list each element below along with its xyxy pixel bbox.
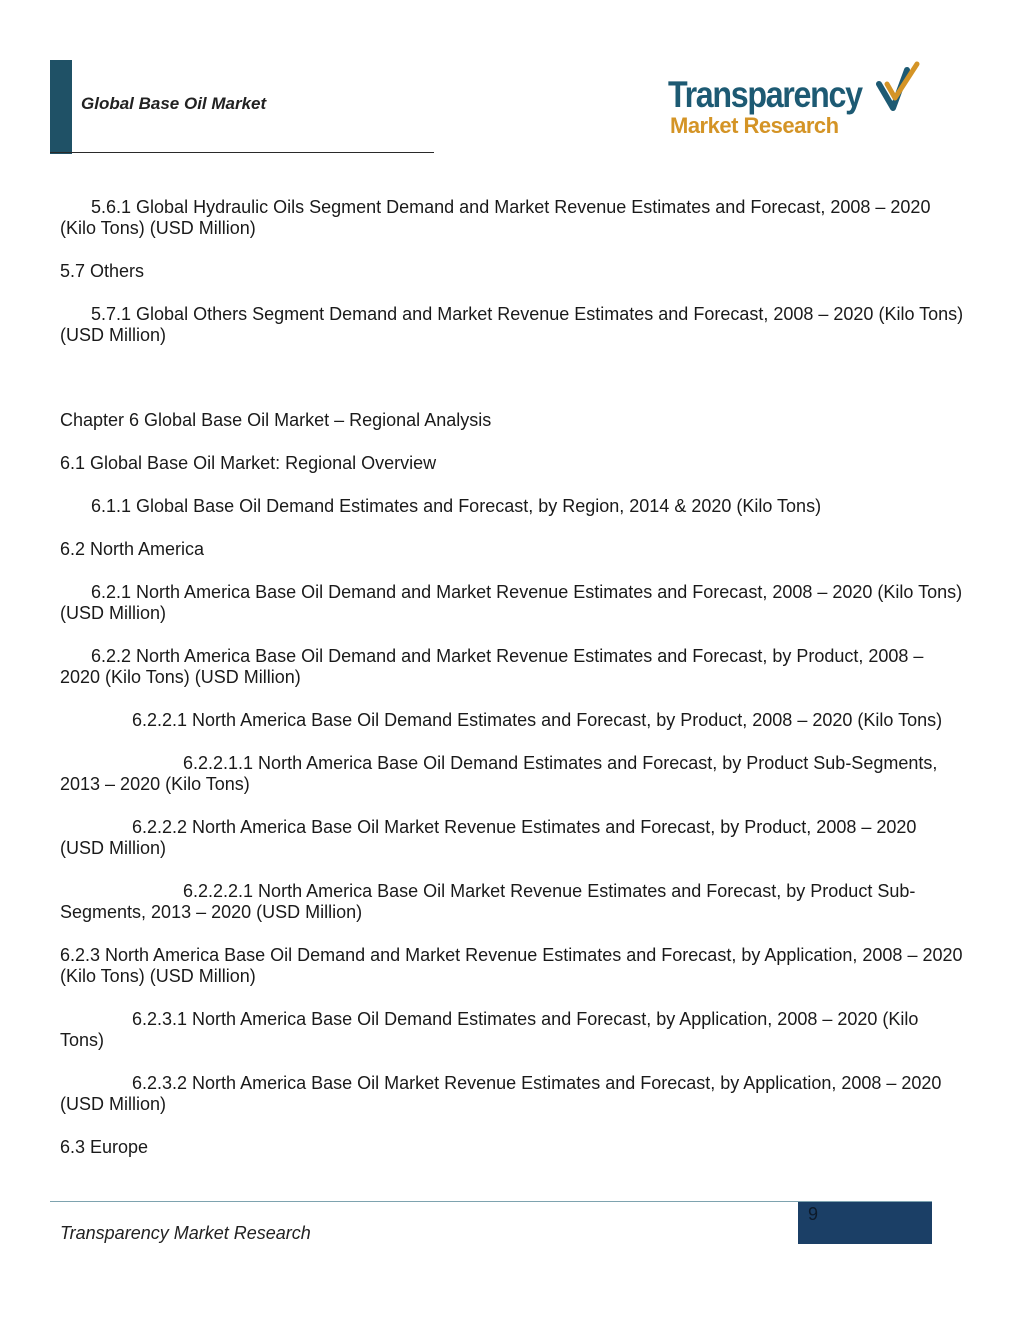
toc-entry: 6.2.2.2 North America Base Oil Market Revenue Estimates and Forecast, by Product, 2008 – 2020 (USD Million) — [60, 817, 917, 858]
logo-wordmark: Transparency — [668, 74, 862, 115]
header-accent-bar — [50, 60, 72, 154]
header-divider — [50, 152, 434, 153]
toc-entry: 6.2.2.2.1 North America Base Oil Market Revenue Estimates and Forecast, by Product Sub-Segments, 2013 – 2020 (USD Million) — [60, 881, 916, 922]
toc-entry: 6.2.3.1 North America Base Oil Demand Estimates and Forecast, by Application, 2008 – 2020 (Kilo Tons) — [60, 1009, 919, 1050]
toc-entry: 6.2.2.1.1 North America Base Oil Demand Estimates and Forecast, by Product Sub-Segments, 2013 – 2020 (Kilo Tons) — [60, 753, 938, 794]
page-number-box — [798, 1202, 932, 1244]
toc-entry: 6.2.3 North America Base Oil Demand and Market Revenue Estimates and Forecast, by Application, 2008 – 2020 (Kilo Tons) (USD Million) — [60, 945, 963, 986]
toc-entry: 5.7 Others — [60, 261, 145, 281]
toc-entry: 6.2.1 North America Base Oil Demand and Market Revenue Estimates and Forecast, 2008 – 2020 (Kilo Tons) (USD Million) — [60, 582, 963, 623]
table-of-contents — [60, 197, 965, 1180]
page-number: 9 — [808, 1204, 819, 1224]
toc-entry: 5.6.1 Global Hydraulic Oils Segment Demand and Market Revenue Estimates and Forecast, 2008 – 2020 (Kilo Tons) (USD Million) — [60, 197, 931, 238]
company-logo — [668, 58, 918, 142]
document-title: Global Base Oil Market — [81, 94, 267, 113]
checkmark-logo-icon — [873, 58, 923, 114]
toc-entry: 6.2.3.2 North America Base Oil Market Revenue Estimates and Forecast, by Application, 2008 – 2020 (USD Million) — [60, 1073, 942, 1114]
logo-subtitle: Market Research — [670, 113, 839, 138]
toc-entry: 6.2.2 North America Base Oil Demand and Market Revenue Estimates and Forecast, by Product, 2008 – 2020 (Kilo Tons) (USD Million) — [60, 646, 924, 687]
toc-entry: 5.7.1 Global Others Segment Demand and Market Revenue Estimates and Forecast, 2008 – 2020 (Kilo Tons) (USD Million) — [60, 304, 964, 345]
toc-entry: 6.2 North America — [60, 539, 205, 559]
footer-company-name: Transparency Market Research — [60, 1223, 311, 1243]
toc-entry: 6.1 Global Base Oil Market: Regional Overview — [60, 453, 437, 473]
toc-entry: Chapter 6 Global Base Oil Market – Regional Analysis — [60, 410, 492, 430]
toc-entry: 6.1.1 Global Base Oil Demand Estimates and Forecast, by Region, 2014 & 2020 (Kilo Tons) — [91, 496, 822, 516]
toc-entry: 6.2.2.1 North America Base Oil Demand Estimates and Forecast, by Product, 2008 – 2020 (Kilo Tons) — [132, 710, 943, 730]
toc-entry: 6.3 Europe — [60, 1137, 149, 1157]
